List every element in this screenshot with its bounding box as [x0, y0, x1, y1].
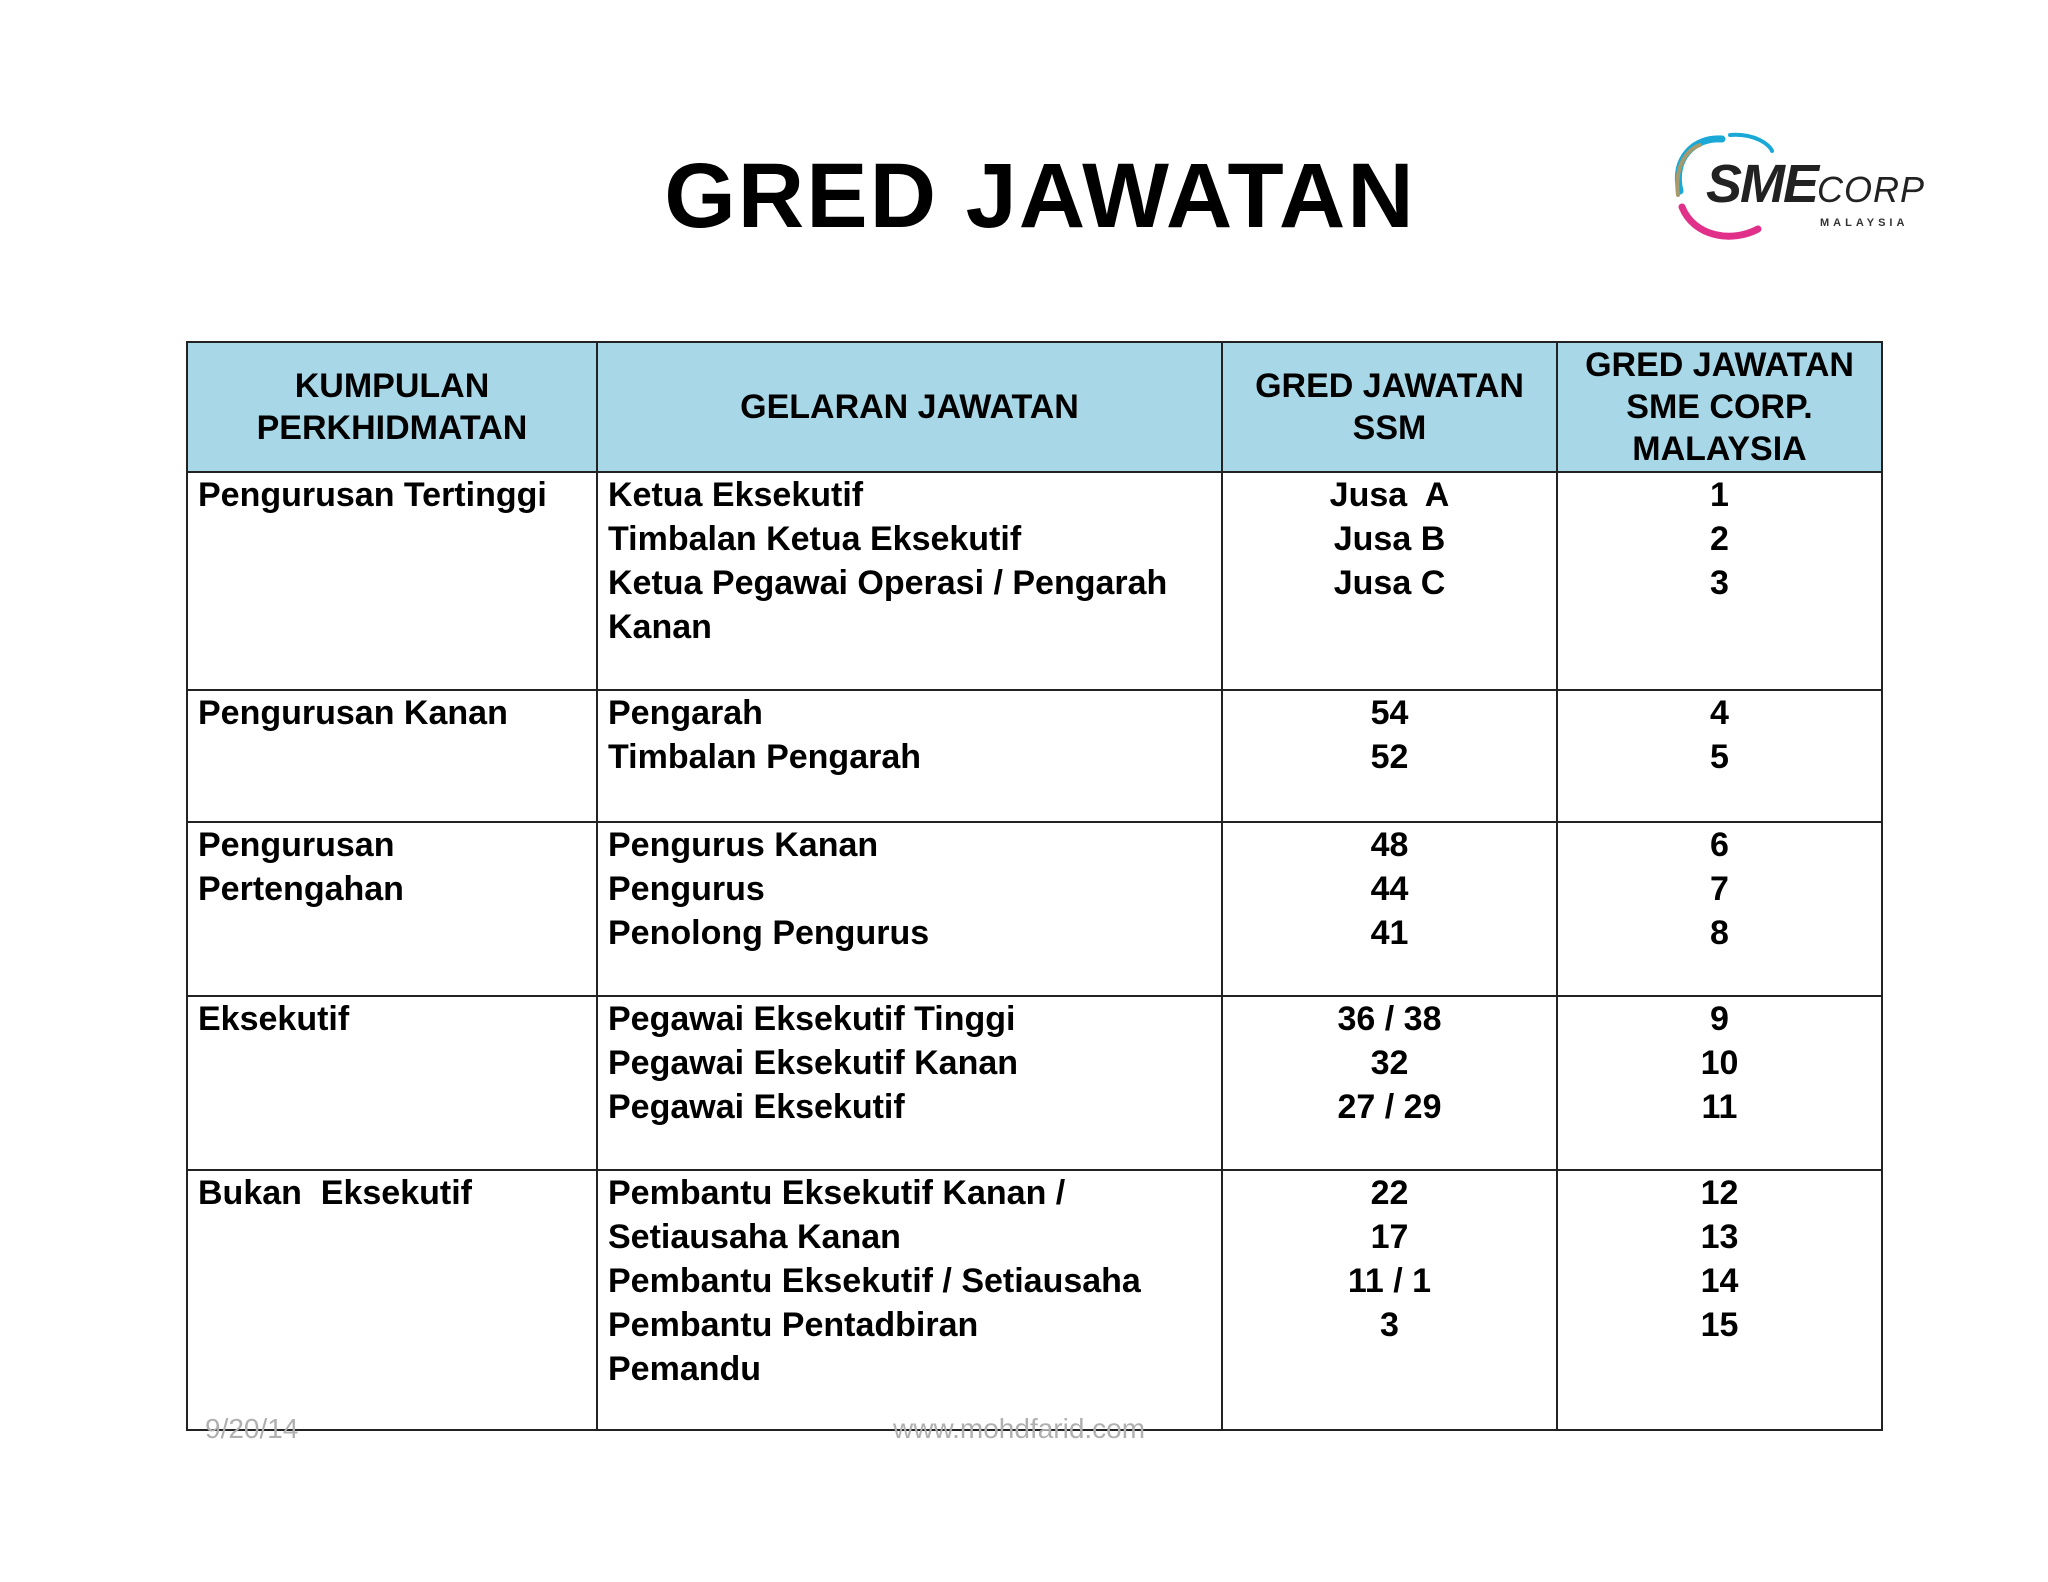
sme-grade-cell: 9 10 11: [1557, 996, 1882, 1170]
ssm-grade-cell: 36 / 38 32 27 / 29: [1222, 996, 1557, 1170]
titles-cell: Ketua Eksekutif Timbalan Ketua Eksekutif Ketua Pegawai Operasi / Pengarah Kanan: [597, 472, 1222, 690]
footer-date: 9/20/14: [205, 1413, 299, 1444]
grade-table: [186, 341, 1883, 1431]
sme-grade-cell: 12 13 14 15: [1557, 1170, 1882, 1430]
table-row: [187, 996, 1882, 1170]
group-cell: Pengurusan Kanan: [187, 690, 597, 822]
titles-cell: Pembantu Eksekutif Kanan / Setiausaha Kanan Pembantu Eksekutif / Setiausaha Pembantu Pentadbiran Pemandu: [597, 1170, 1222, 1430]
table-row: [187, 822, 1882, 996]
footer-url: www.mohdfarid.com: [893, 1413, 1146, 1444]
table-row: [187, 472, 1882, 690]
sme-grade-cell: 1 2 3: [1557, 472, 1882, 690]
sme-grade-cell: 6 7 8: [1557, 822, 1882, 996]
header-gred-sme: GRED JAWATAN SME CORP. MALAYSIA: [1557, 342, 1882, 472]
titles-cell: Pengurus Kanan Pengurus Penolong Pengurus: [597, 822, 1222, 996]
group-cell: Pengurusan Tertinggi: [187, 472, 597, 690]
table-row: [187, 1170, 1882, 1430]
group-cell: Pengurusan Pertengahan: [187, 822, 597, 996]
ssm-grade-cell: Jusa A Jusa B Jusa C: [1222, 472, 1557, 690]
ssm-grade-cell: 48 44 41: [1222, 822, 1557, 996]
smecorp-logo: [1660, 125, 1940, 255]
titles-cell: Pengarah Timbalan Pengarah: [597, 690, 1222, 822]
group-cell: Bukan Eksekutif: [187, 1170, 597, 1430]
table-row: [187, 690, 1882, 822]
logo-brand-sub: CORP: [1817, 169, 1926, 210]
logo-brand-main: SME: [1706, 154, 1818, 214]
header-gred-ssm: GRED JAWATAN SSM: [1222, 342, 1557, 472]
header-gelaran: GELARAN JAWATAN: [597, 342, 1222, 472]
titles-cell: Pegawai Eksekutif Tinggi Pegawai Eksekutif Kanan Pegawai Eksekutif: [597, 996, 1222, 1170]
logo-country: MALAYSIA: [1820, 217, 1909, 229]
sme-grade-cell: 4 5: [1557, 690, 1882, 822]
ssm-grade-cell: 22 17 11 / 1 3: [1222, 1170, 1557, 1430]
ssm-grade-cell: 54 52: [1222, 690, 1557, 822]
table-header-row: [187, 342, 1882, 472]
group-cell: Eksekutif: [187, 996, 597, 1170]
slide-title: GRED JAWATAN: [664, 145, 1416, 247]
header-kumpulan: KUMPULAN PERKHIDMATAN: [187, 342, 597, 472]
